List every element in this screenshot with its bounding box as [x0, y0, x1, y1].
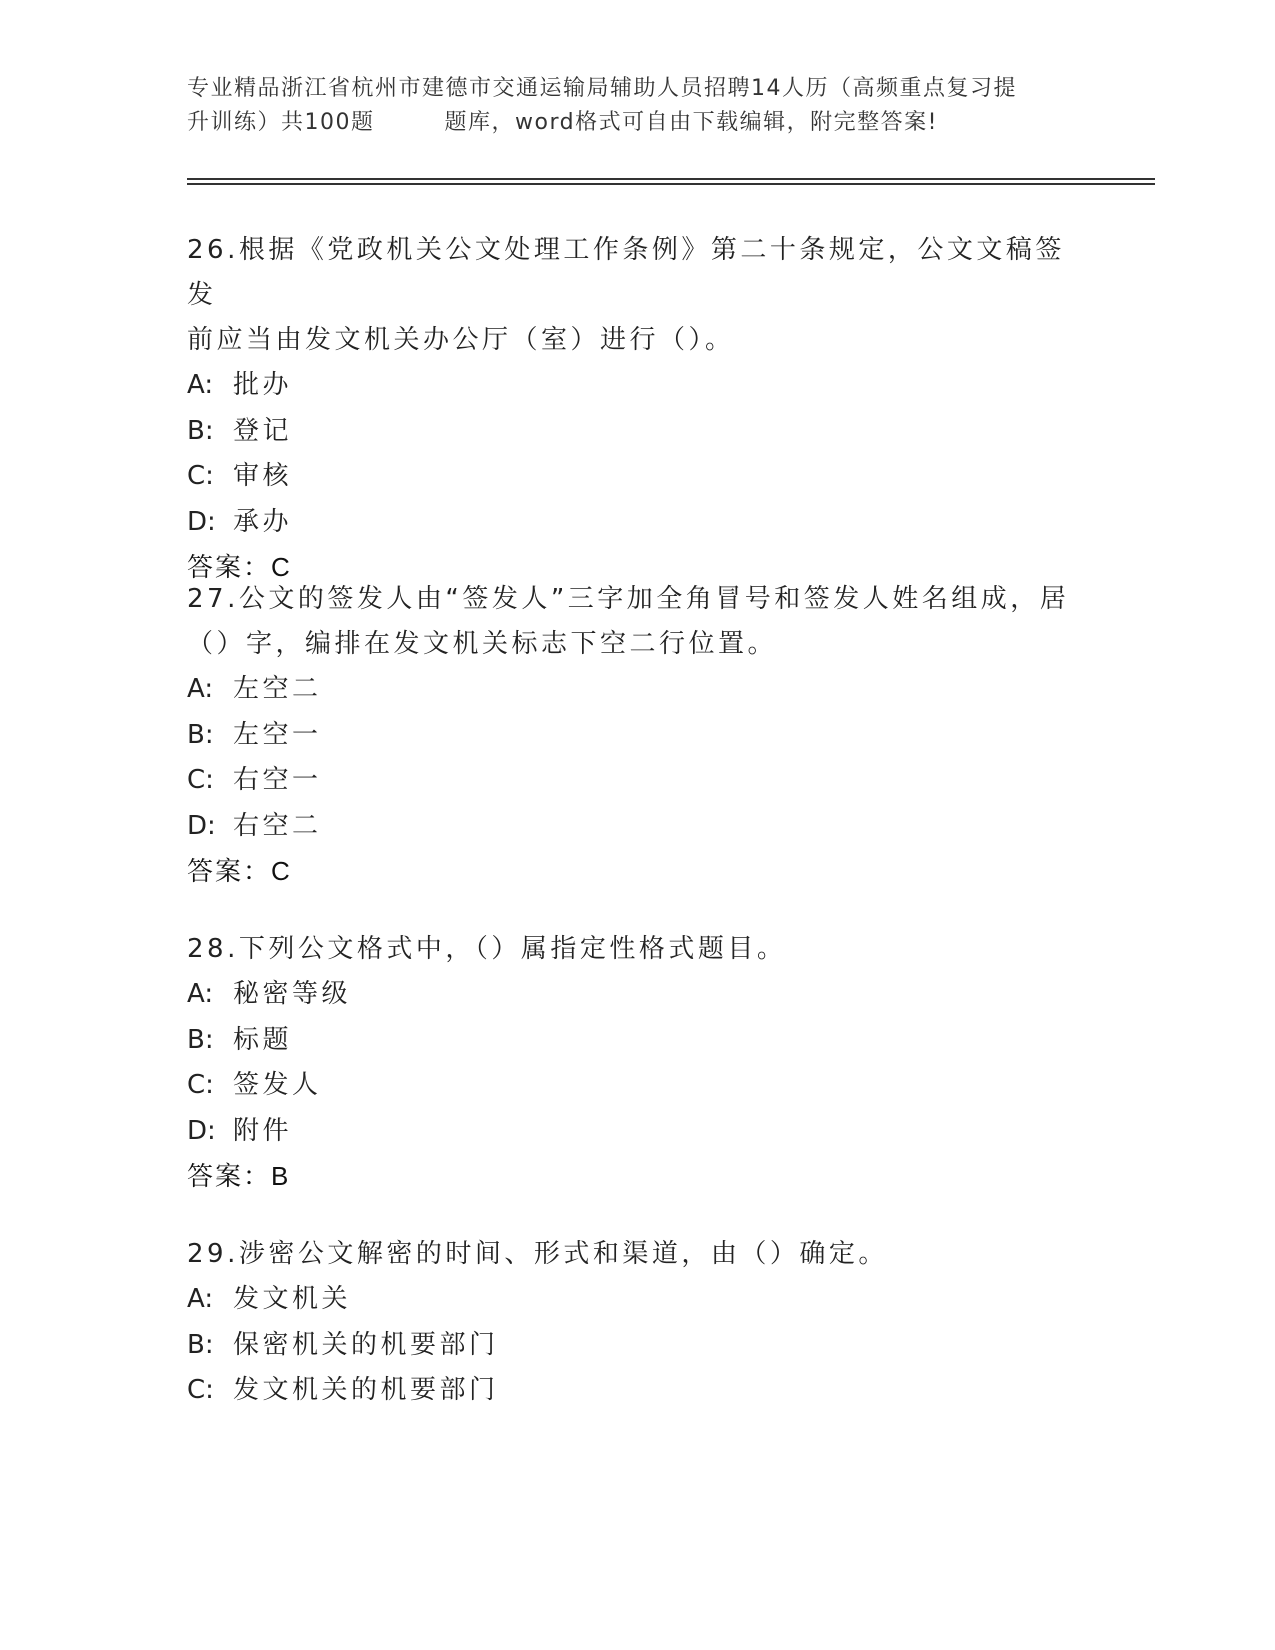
- option-b: [187, 713, 1087, 759]
- document-header: [187, 72, 1067, 140]
- option-text: 承办: [233, 506, 293, 537]
- option-letter: B:: [187, 415, 214, 446]
- header-line-2: [187, 106, 1067, 140]
- option-text: 登记: [233, 415, 293, 446]
- option-text: 左空二: [233, 674, 322, 704]
- option-c: [187, 758, 1087, 804]
- header-line-2-part-a: 升训练）共100题: [187, 110, 375, 135]
- option-text: 右空一: [233, 765, 322, 795]
- option-letter: D:: [187, 1115, 216, 1146]
- question-stem-line-1: 28.下列公文格式中，（）属指定性格式题目。: [187, 934, 787, 964]
- option-b: [187, 1018, 1087, 1064]
- option-c: [187, 1063, 1087, 1109]
- option-d: [187, 1109, 1087, 1155]
- option-c: [187, 1368, 1087, 1414]
- question-stem-line-2: 前应当由发文机关办公厅（室）进行（）。: [187, 325, 735, 355]
- answer-line: 答案：C: [187, 552, 292, 582]
- header-rule-top: [187, 178, 1155, 180]
- option-a: [187, 363, 1087, 409]
- question-stem-line-2: （）字，编排在发文机关标志下空二行位置。: [187, 629, 778, 659]
- option-c: [187, 454, 1087, 500]
- answer-line: 答案：C: [187, 856, 292, 886]
- option-b: [187, 409, 1087, 455]
- option-a: [187, 1277, 1087, 1323]
- question-27: [187, 577, 1087, 895]
- option-letter: C:: [187, 1070, 214, 1100]
- option-text: 保密机关的机要部门: [233, 1329, 499, 1360]
- option-text: 左空一: [233, 719, 322, 750]
- question-stem-line-1: 29.涉密公文解密的时间、形式和渠道，由（）确定。: [187, 1239, 888, 1269]
- option-letter: B:: [187, 1024, 214, 1055]
- option-letter: A:: [187, 370, 214, 400]
- option-text: 附件: [233, 1115, 293, 1146]
- question-29: [187, 1232, 1087, 1414]
- option-letter: A:: [187, 979, 214, 1009]
- option-text: 批办: [233, 370, 293, 400]
- question-stem-line-1: 26.根据《党政机关公文处理工作条例》第二十条规定，公文文稿签发: [187, 235, 1065, 310]
- option-text: 发文机关的机要部门: [233, 1375, 499, 1405]
- option-text: 秘密等级: [233, 979, 352, 1009]
- question-stem-line-1: 27.公文的签发人由“签发人”三字加全角冒号和签发人姓名组成，居: [187, 584, 1070, 614]
- header-rule-bottom: [187, 183, 1155, 185]
- option-text: 标题: [233, 1024, 293, 1055]
- option-text: 右空二: [233, 810, 322, 841]
- option-letter: B:: [187, 719, 214, 750]
- question-26: [187, 228, 1087, 591]
- option-text: 审核: [233, 461, 293, 491]
- option-text: 发文机关: [233, 1284, 352, 1314]
- option-a: [187, 972, 1087, 1018]
- answer-line: 答案：B: [187, 1161, 291, 1191]
- header-line-2-part-b: 题库，word格式可自由下载编辑，附完整答案!: [444, 110, 938, 135]
- option-letter: C:: [187, 461, 214, 491]
- option-text: 签发人: [233, 1070, 322, 1100]
- header-line-1: 专业精品浙江省杭州市建德市交通运输局辅助人员招聘14人历（高频重点复习提: [187, 76, 1017, 101]
- option-letter: D:: [187, 506, 216, 537]
- option-letter: C:: [187, 1375, 214, 1405]
- option-letter: D:: [187, 810, 216, 841]
- option-b: [187, 1323, 1087, 1369]
- question-28: [187, 927, 1087, 1200]
- option-a: [187, 667, 1087, 713]
- option-letter: B:: [187, 1329, 214, 1360]
- option-d: [187, 500, 1087, 546]
- option-letter: A:: [187, 1284, 214, 1314]
- option-d: [187, 804, 1087, 850]
- option-letter: A:: [187, 674, 214, 704]
- option-letter: C:: [187, 765, 214, 795]
